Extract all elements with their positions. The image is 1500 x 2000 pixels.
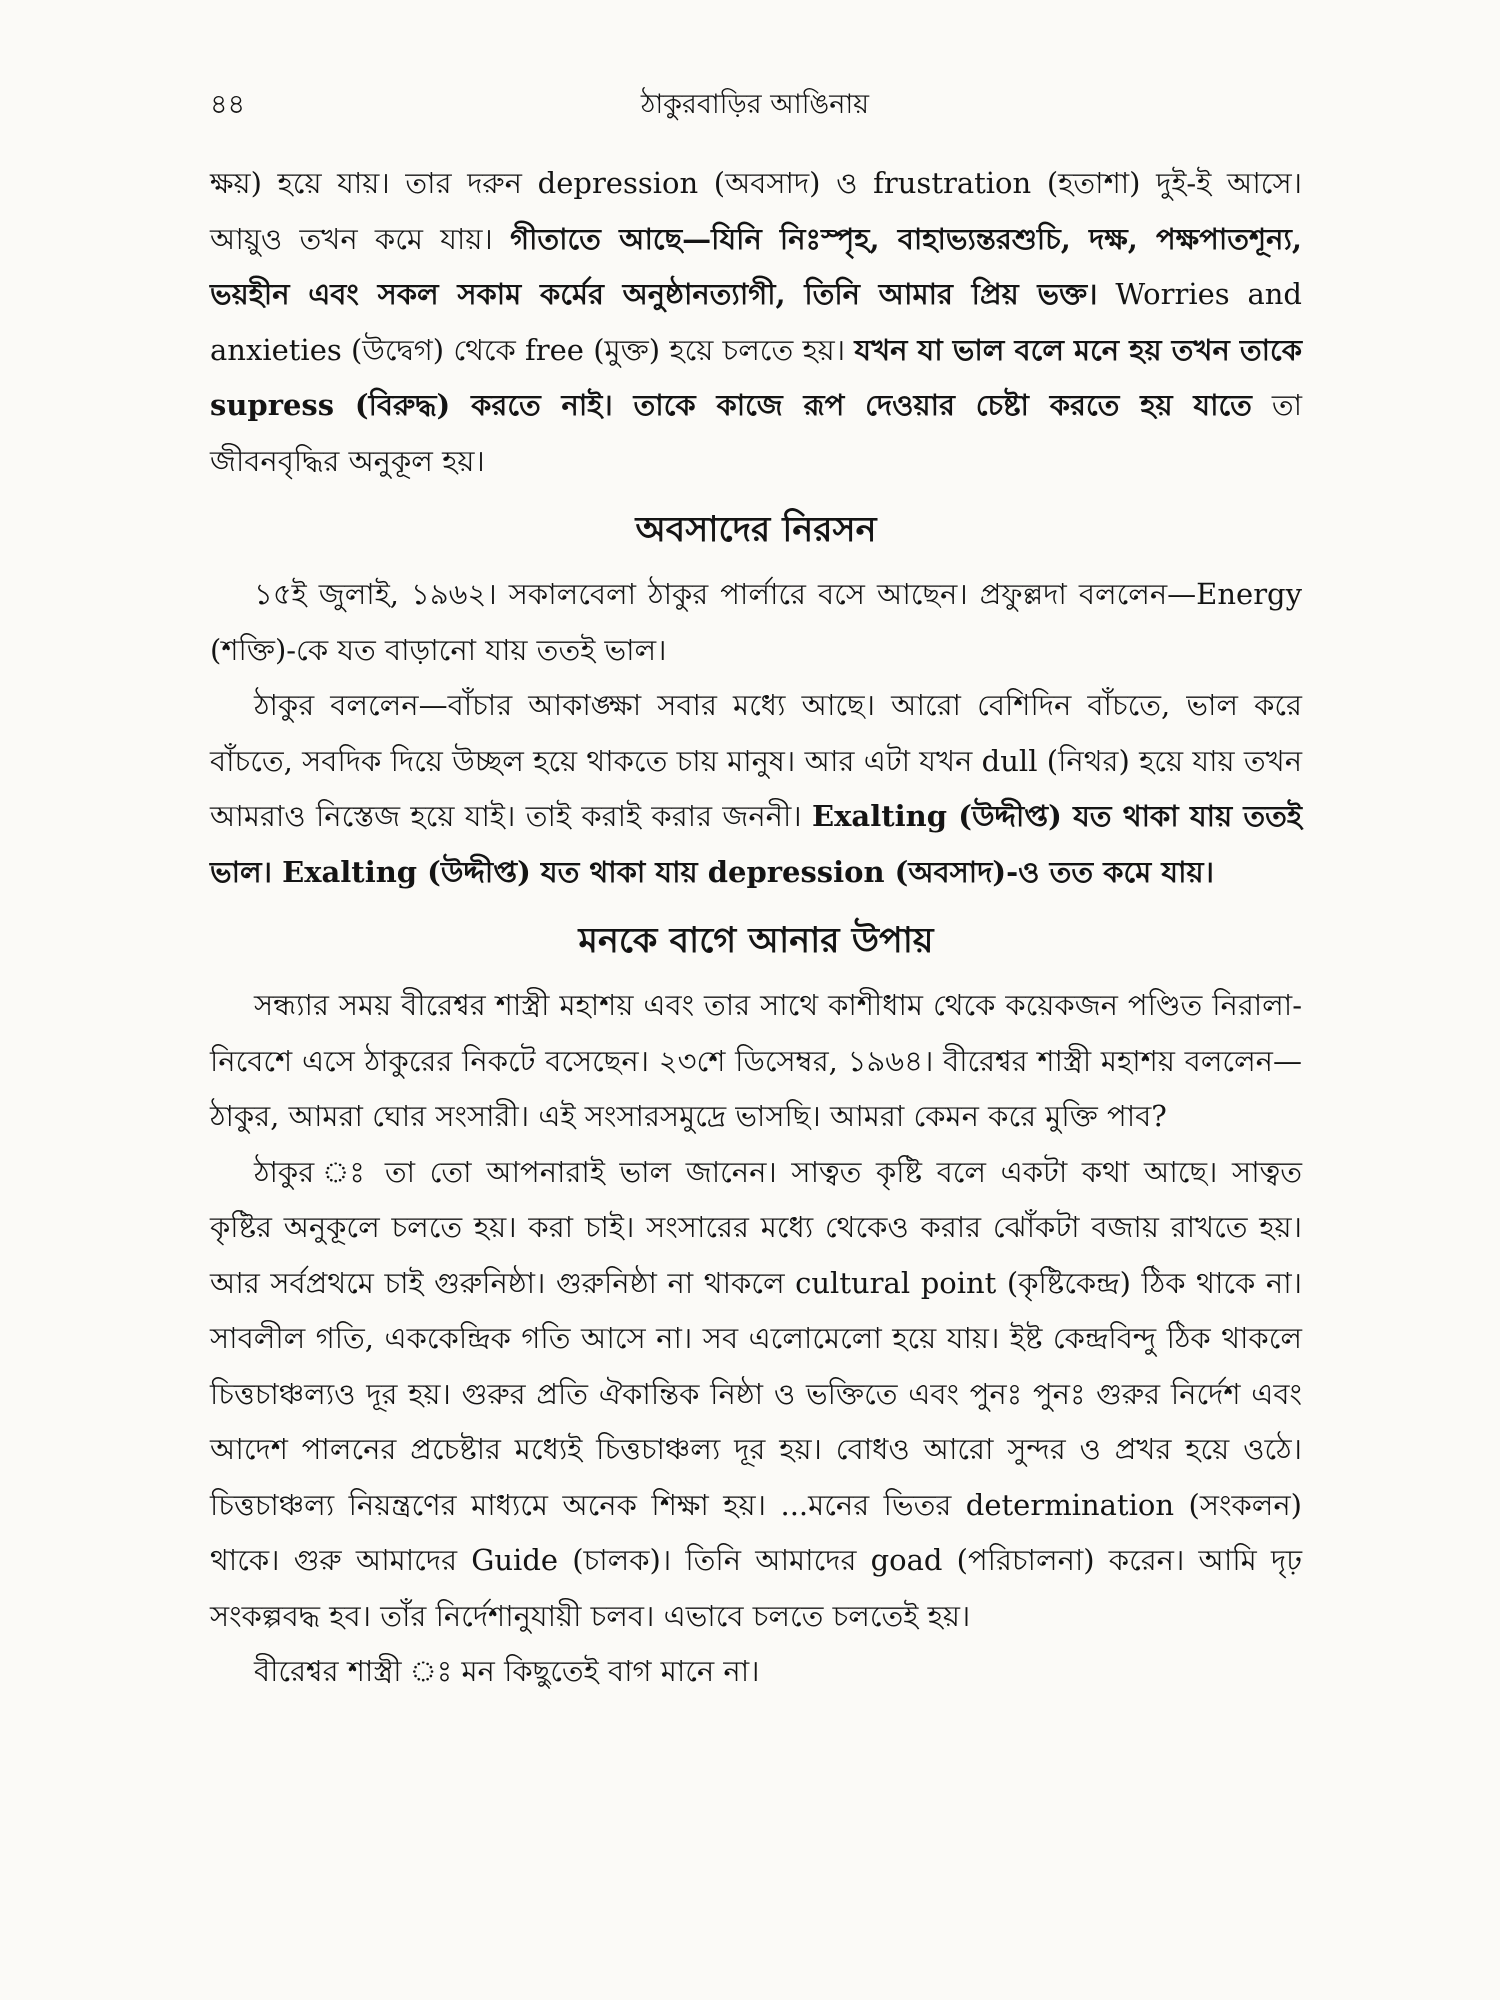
paragraph-july-1962: ১৫ই জুলাই, ১৯৬২। সকালবেলা ঠাকুর পার্লারে বসে আছেন। প্রফুল্লদা বললেন—Energy (শক্তি)-কে যত বাড়ানো যায় ততই ভাল।	[210, 577, 1302, 667]
paragraph-thakur-reply: ঠাকুর ঃ তা তো আপনারাই ভাল জানেন। সাত্বত কৃষ্টি বলে একটা কথা আছে। সাত্বত কৃষ্টির অনুকূলে চলতে হয়। করা চাই। সংসারের মধ্যে থেকেও করার ঝোঁকটা বজায় রাখতে হয়। আর সর্বপ্রথমে চাই গুরুনিষ্ঠা। গুরুনিষ্ঠা না থাকলে cultural point (কৃষ্টিকেন্দ্র) ঠিক থাকে না। সাবলীল গতি, এককেন্দ্রিক গতি আসে না। সব এলোমেলো হয়ে যায়। ইষ্ট কেন্দ্রবিন্দু ঠিক থাকলে চিত্তচাঞ্চল্যও দূর হয়। গুরুর প্রতি ঐকান্তিক নিষ্ঠা ও ভক্তিতে এবং পুনঃ পুনঃ গুরুর নির্দেশ এবং আদেশ পালনের প্রচেষ্টার মধ্যেই চিত্তচাঞ্চল্য দূর হয়। বোধও আরো সুন্দর ও প্রখর হয়ে ওঠে। চিত্তচাঞ্চল্য নিয়ন্ত্রণের মাধ্যমে অনেক শিক্ষা হয়। ...মনের ভিতর determination (সংকলন) থাকে। গুরু আমাদের Guide (চালক)। তিনি আমাদের goad (পরিচালনা) করেন। আমি দৃঢ় সংকল্পবদ্ধ হব। তাঁর নির্দেশানুযায়ী চলব। এভাবে চলতে চলতেই হয়।	[210, 1154, 1302, 1633]
paragraph-shastri-question: বীরেশ্বর শাস্ত্রী ঃ মন কিছুতেই বাগ মানে না।	[254, 1654, 760, 1688]
bold-text-run: যখন যা ভাল বলে মনে হয় তখন তাকে supress (বিরুদ্ধ) করতে নাই। তাকে কাজে রূপ দেওয়ার চেষ্টা করতে হয় যাতে	[210, 332, 1302, 422]
page-header	[210, 84, 1300, 128]
bold-text-run: গীতাতে আছে—যিনি নিঃস্পৃহ, বাহাভ্যন্তরশুচি, দক্ষ, পক্ষপাতশূন্য, ভয়হীন এবং সকল সকাম কর্মের অনুষ্ঠানত্যাগী, তিনি আমার প্রিয় ভক্ত।	[210, 221, 1302, 311]
text-run: Worries and anxieties (উদ্বেগ) থেকে free (মুক্ত) হয়ে চলতে হয়।	[210, 277, 1302, 367]
page-body	[210, 156, 1302, 1700]
running-title: ঠাকুরবাড়ির আঙিনায়	[640, 89, 870, 120]
page-number: ৪৪	[210, 89, 246, 120]
paragraph-gita	[210, 156, 1302, 489]
section-heading-depression-relief: অবসাদের নিরসন	[635, 509, 877, 550]
text-run: ক্ষয়) হয়ে যায়। তার দরুন depression (অবসাদ) ও frustration (হতাশা) দুই-ই আসে। আয়ুও তখন কমে যায়।	[210, 166, 1302, 256]
paragraph-evening-visit: সন্ধ্যার সময় বীরেশ্বর শাস্ত্রী মহাশয় এবং তার সাথে কাশীধাম থেকে কয়েকজন পণ্ডিত নিরালা-নিবেশে এসে ঠাকুরের নিকটে বসেছেন। ২৩শে ডিসেম্বর, ১৯৬৪। বীরেশ্বর শাস্ত্রী মহাশয় বললেন—ঠাকুর, আমরা ঘোর সংসারী। এই সংসারসমুদ্রে ভাসছি। আমরা কেমন করে মুক্তি পাব?	[210, 988, 1302, 1133]
paragraph-thakur-said	[210, 678, 1302, 900]
section-heading-controlling-mind: মনকে বাগে আনার উপায়	[578, 920, 934, 961]
text-run: ঠাকুর বললেন—বাঁচার আকাঙ্ক্ষা সবার মধ্যে আছে। আরো বেশিদিন বাঁচতে, ভাল করে বাঁচতে, সবদিক দিয়ে উচ্ছল হয়ে থাকতে চায় মানুষ। আর এটা যখন dull (নিথর) হয়ে যায় তখন আমরাও নিস্তেজ হয়ে যাই। তাই করাই করার জননী।	[210, 688, 1302, 833]
text-run: তা জীবনবৃদ্ধির অনুকূল হয়।	[210, 388, 1302, 478]
bold-text-run: Exalting (উদ্দীপ্ত) যত থাকা যায় ততই ভাল। Exalting (উদ্দীপ্ত) যত থাকা যায় depression (অবসাদ)-ও তত কমে যায়।	[210, 799, 1302, 889]
